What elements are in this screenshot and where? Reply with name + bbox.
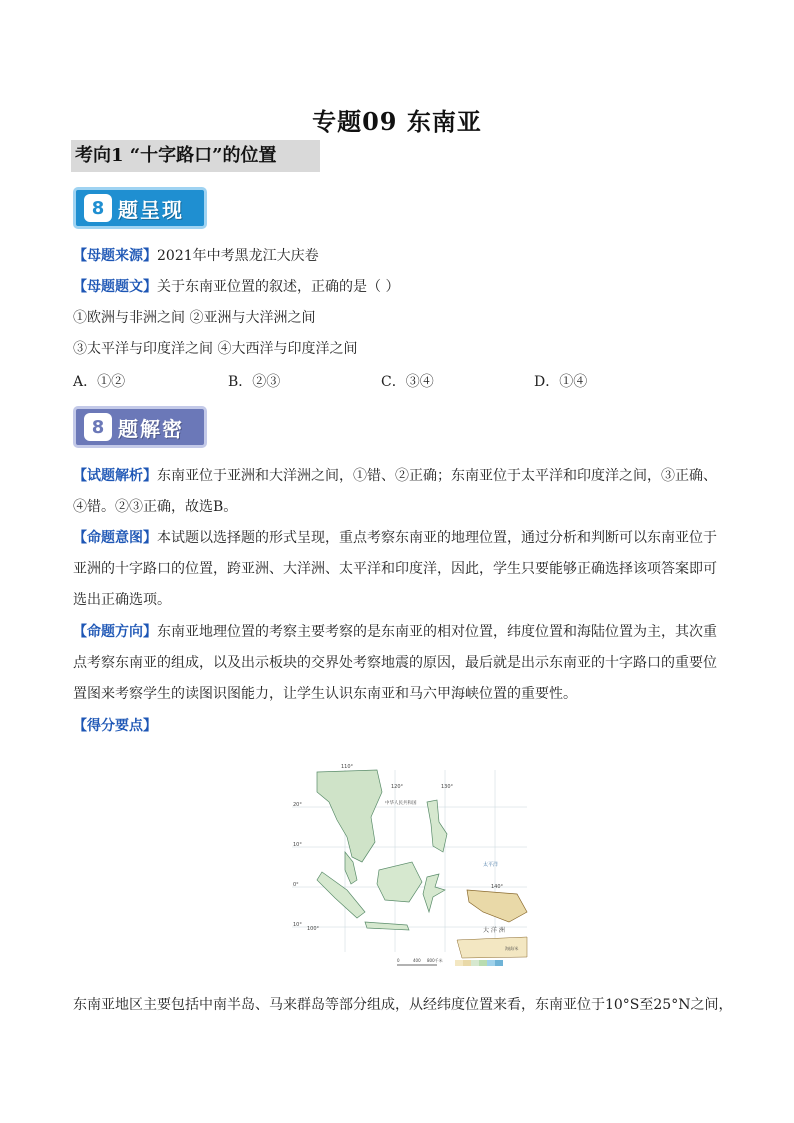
direction-paragraph (73, 617, 723, 710)
question-banner (73, 187, 207, 229)
stem-tag: 【母题题文】 (73, 279, 157, 295)
direction-text: 东南亚地理位置的考察主要考察的是东南亚的相对位置，纬度位置和海陆位置为主，其次重点考察东南亚的组成，以及出示板块的交界处考察地震的原因，最后就是出示东南亚的十字路口的重要位置图来考察学生的读图识图能力，让学生认识东南亚和马六甲海峡位置的重要性。 (73, 624, 717, 702)
scale-0: 0 (397, 958, 400, 963)
stem-text: 关于东南亚位置的叙述，正确的是（ ） (157, 279, 400, 295)
question-badge-icon: 8 (84, 194, 112, 222)
country-label: 中华人民共和国 (385, 801, 417, 806)
elevation-legend (455, 960, 503, 966)
source-text: 2021年中考黑龙江大庆卷 (157, 248, 319, 264)
direction-tag: 【命题方向】 (73, 624, 157, 640)
scale-800: 800千米 (427, 958, 443, 963)
lat-label-10: 10° (293, 842, 302, 848)
lon-label-120: 120° (391, 784, 404, 790)
lat-label-20: 20° (293, 802, 302, 808)
analysis-tag: 【试题解析】 (73, 468, 157, 484)
section-heading: 考向1 “十字路口”的位置 (71, 140, 320, 172)
source-tag: 【母题来源】 (73, 248, 157, 264)
intent-text: 本试题以选择题的形式呈现，重点考察东南亚的地理位置，通过分析和判断可以东南亚位于亚洲的十字路口的位置，跨亚洲、大洋洲、太平洋和印度洋，因此，学生只要能够正确选择该项答案即可选出正确选项。 (73, 530, 717, 608)
option-b: B．②③ (228, 374, 281, 390)
scale-400: 400 (413, 958, 421, 963)
answer-banner (73, 406, 207, 448)
analysis-paragraph (73, 461, 723, 523)
page-title: 专题09 东南亚 (312, 107, 482, 136)
analysis-text: 东南亚位于亚洲和大洋洲之间，①错、②正确；东南亚位于太平洋和印度洋之间，③正确、④错。②③正确，故选B。 (73, 468, 717, 515)
lon-label-130: 130° (441, 784, 454, 790)
lat-label-10s: 10° (293, 922, 302, 928)
option-d: D．①④ (534, 374, 588, 390)
southeast-asia-map (287, 762, 532, 970)
choice-items-2: ③太平洋与印度洋之间 ④大西洋与印度洋之间 (73, 341, 358, 357)
lon-label-100: 100° (307, 926, 320, 932)
ocean-label: 太平洋 (483, 862, 499, 868)
option-a: A．①② (73, 374, 126, 390)
answer-banner-label: 题解密 (118, 416, 184, 441)
bottom-paragraph: 东南亚地区主要包括中南半岛、马来群岛等部分组成，从经纬度位置来看，东南亚位于10°S至25°N之间， (73, 997, 733, 1013)
legend-label: 海拔/米 (505, 946, 519, 951)
intent-paragraph (73, 523, 723, 616)
answer-badge-icon: 8 (84, 413, 112, 441)
points-tag: 【得分要点】 (73, 718, 157, 734)
lon-label-140: 140° (491, 884, 504, 890)
source-line (73, 246, 319, 266)
stem-line (73, 277, 399, 297)
continent-label: 大 洋 洲 (483, 927, 505, 934)
intent-tag: 【命题意图】 (73, 530, 157, 546)
choice-items-1: ①欧洲与非洲之间 ②亚洲与大洋洲之间 (73, 310, 316, 326)
option-c: C．③④ (381, 374, 434, 390)
lon-label-110: 110° (341, 764, 354, 770)
question-banner-label: 题呈现 (118, 197, 184, 222)
lat-label-0: 0° (293, 882, 299, 888)
